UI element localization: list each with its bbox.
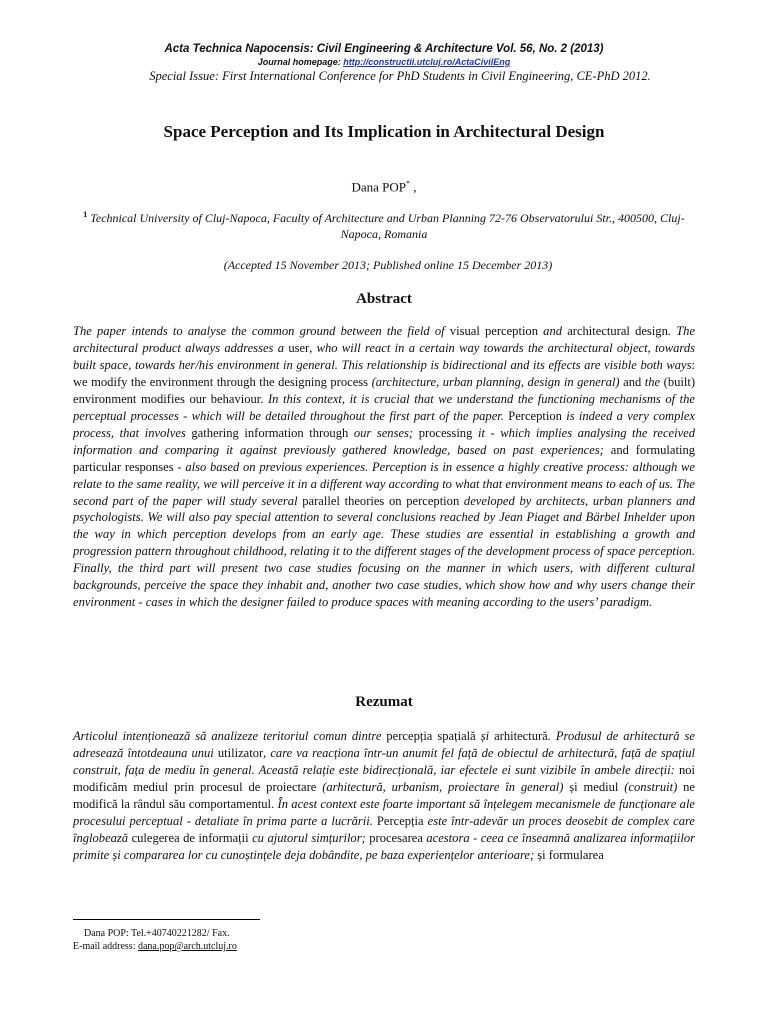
- homepage-link[interactable]: http://constructii.utcluj.ro/ActaCivilEng: [343, 57, 511, 67]
- text-run: processing: [418, 425, 478, 440]
- author-footnote-mark[interactable]: *: [406, 179, 411, 188]
- special-issue-note: Special Issue: First International Conference for PhD Students in Civil Engineering, CE-PhD 2012.: [149, 69, 651, 83]
- journal-homepage-line: [0, 56, 768, 68]
- text-run: formulating particular responses: [73, 442, 695, 474]
- publication-dates: (Accepted 15 November 2013; Published online 15 December 2013): [223, 258, 553, 272]
- text-run: The paper intends to analyse the common ground between the field of: [73, 324, 450, 338]
- text-run: utilizator: [217, 745, 264, 760]
- text-run: (arhitectură, urbanism, proiectare în general): [322, 779, 564, 794]
- text-run: is indeed a very complex process, that involves: [73, 408, 695, 440]
- text-run: (architecture, urban planning, design in general): [371, 374, 620, 389]
- text-run: procesarea: [369, 830, 427, 845]
- text-run: acestora - ceea ce înseamnă analizarea informațiilor primite și compararea lor cu cunoștințele deja dobândite, pe baza experiențelor anterioare;: [73, 830, 695, 862]
- paper-title: Space Perception and Its Implication in Architectural Design: [163, 122, 605, 141]
- text-run: : we modify the environment through the designing process: [73, 357, 695, 389]
- text-run: architectural design: [567, 324, 668, 338]
- text-run: visual perception: [449, 324, 538, 338]
- text-run: și: [537, 847, 549, 862]
- text-run: percepția spațială: [386, 729, 476, 743]
- text-run: Perception: [508, 408, 567, 423]
- text-run: formularea: [548, 847, 604, 862]
- email-link[interactable]: dana.pop@arch.utcluj.ro: [137, 941, 237, 952]
- text-run: este într-adevăr un proces deosebit de complex care înglobează: [73, 813, 695, 845]
- homepage-label: Journal homepage:: [257, 57, 341, 67]
- text-run: arhitectură: [494, 729, 548, 743]
- text-run: gathering information through: [191, 425, 349, 440]
- text-run: the: [644, 374, 661, 389]
- text-run: . The architectural product always addresses a: [73, 324, 696, 355]
- text-run: In this context, it is crucial that we understand the functioning mechanisms of the perceptual processes - which will be detailed throughout the first part of the paper.: [73, 391, 695, 423]
- text-run: (built) environment modifies our behaviour.: [73, 374, 696, 406]
- footnote-email-line: [73, 940, 237, 953]
- affiliation-text: Technical University of Cluj-Napoca, Faculty of Architecture and Urban Planning 72-76 Observatorului Str., 400500, Cluj-Napoca, Romania: [90, 211, 685, 241]
- affiliation-mark: 1: [83, 210, 88, 219]
- text-run: (construit): [624, 779, 678, 794]
- text-run: ne modifică la rândul său comportamentul.: [73, 779, 695, 811]
- abstract-body: [73, 323, 695, 611]
- text-run: our senses;: [348, 425, 419, 440]
- text-run: În acest context este foarte important să înțelegem mecanismele de funcționare ale procesului perceptual - detaliate în prima parte a lucrării.: [73, 796, 695, 828]
- text-run: , who will react in a certain way towards the architectural object, towards built space, towards her/his environment in general. This relationship is bidirectional and its effects are visible both ways: [73, 340, 696, 372]
- text-run: user: [288, 340, 310, 355]
- author-trailing: ,: [410, 179, 417, 195]
- text-run: . Produsul de arhitectură se adresează întotdeauna unui: [73, 729, 695, 760]
- footnote-divider: [73, 919, 260, 920]
- text-run: and: [537, 324, 568, 338]
- text-run: it - which implies analysing the received information and comparing it against previously gathered knowledge, based on past experiences;: [73, 425, 695, 457]
- text-run: and: [619, 374, 645, 389]
- affiliation: [80, 207, 688, 242]
- journal-citation: Acta Technica Napocensis: Civil Engineering & Architecture Vol. 56, No. 2 (2013): [164, 43, 604, 55]
- text-run: culegerea de informații: [131, 830, 249, 845]
- author-name: Dana POP: [351, 179, 407, 195]
- author-line: [0, 176, 768, 195]
- text-run: parallel theories on perception: [302, 493, 464, 508]
- text-run: , care va reacționa într-un anumit fel față de obiectul de arhitectură, față de spațiul construit, fața de mediu în general. Această relație este bidirecțională, iar efectele ei sunt vizibile în ambele direcții:: [73, 745, 695, 777]
- abstract-heading: Abstract: [356, 291, 412, 307]
- text-run: Percepția: [376, 813, 428, 828]
- footnote-contact: Dana POP: Tel.+40740221282/ Fax.: [84, 928, 230, 939]
- rezumat-body: [73, 728, 695, 864]
- text-run: Articolul intenționează să analizeze teritoriul comun dintre: [73, 729, 387, 743]
- text-run: și mediul: [563, 779, 625, 794]
- text-run: și: [475, 729, 495, 743]
- text-run: - also based on previous experiences. Perception is in essence a highly creative process: although we relate to the same reality, we will perceive it in a different way according to what that environment means to each of us. The second part of the paper will study several: [73, 459, 695, 508]
- rezumat-heading: Rezumat: [355, 694, 413, 710]
- text-run: noi modificăm mediul prin procesul de proiectare: [73, 762, 695, 794]
- text-run: and: [610, 442, 636, 457]
- text-run: cu ajutorul simțurilor;: [248, 830, 370, 845]
- email-label: E-mail address:: [73, 941, 138, 952]
- text-run: developed by architects, urban planners and psychologists. We will also pay special attention to several conclusions reached by Jean Piaget and Bärbel Inhelder upon the way in which perception develops from an early age. These studies are essential in establishing a growth and progression pattern throughout childhood, relating it to the different stages of the development process of space perception. Finally, the third part will present two case studies focusing on the manner in which users, with different cultural backgrounds, perceive the space they inhabit and, another two case studies, which show how and why users change their environment - cases in which the designer failed to produce spaces with meaning according to the users’ paradigm.: [73, 493, 695, 610]
